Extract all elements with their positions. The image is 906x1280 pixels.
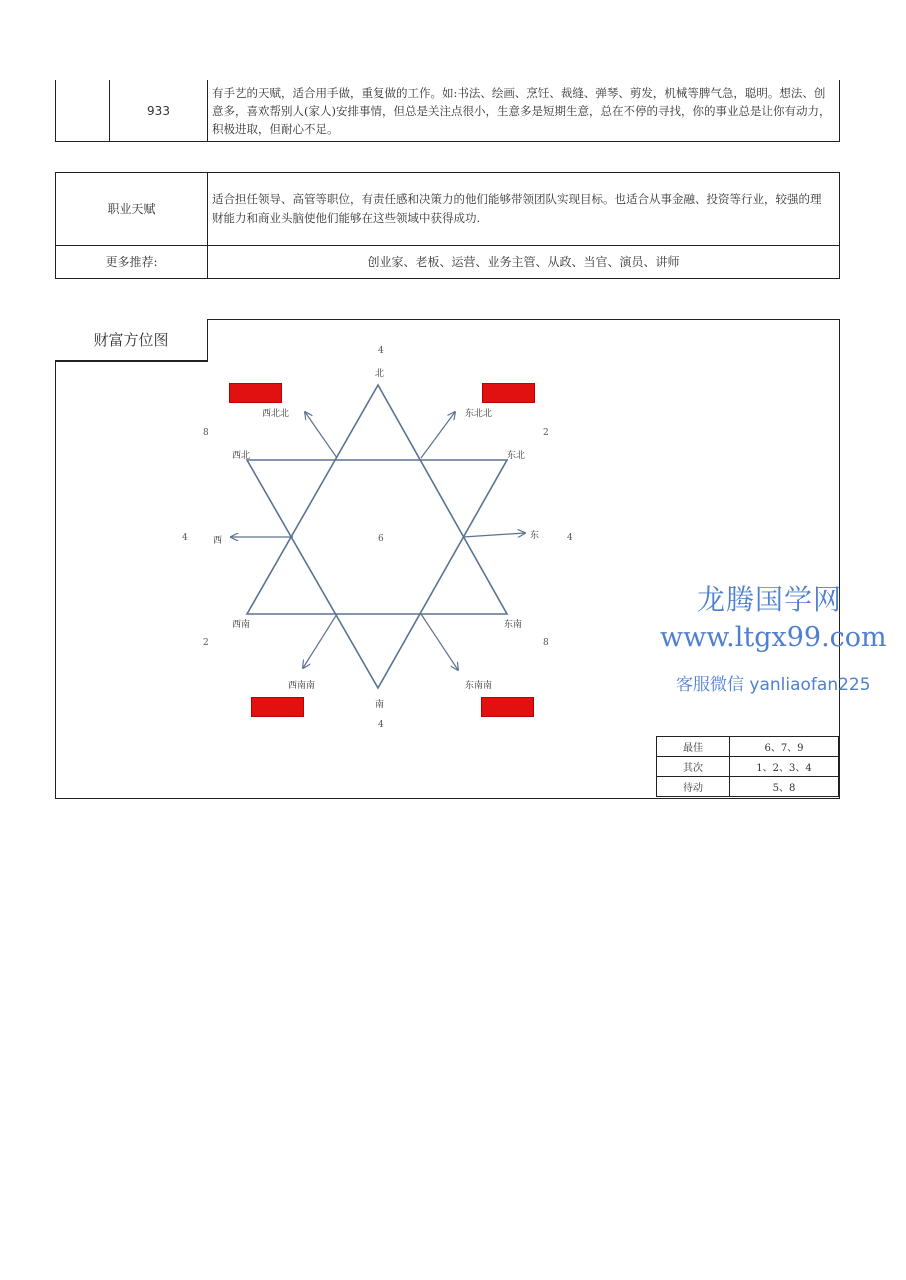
num-nw: 8 (203, 428, 209, 438)
legend-row (657, 737, 839, 757)
num-center: 6 (378, 534, 384, 544)
watermark-wechat: 客服微信 yanliaofan225 (676, 675, 871, 695)
dir-east: 东 (530, 531, 540, 541)
wealth-chart-title: 财富方位图 (93, 331, 169, 349)
red-marker-sw (251, 697, 304, 717)
dir-south: 南 (375, 700, 385, 710)
dir-northwest: 西北 (232, 451, 251, 461)
red-marker-se (481, 697, 534, 717)
legend-value: 1、2、3、4 (730, 757, 839, 777)
legend-value: 5、8 (730, 777, 839, 797)
wealth-chart-title-box (55, 319, 208, 361)
legend-label: 待动 (657, 777, 730, 797)
dir-nne: 东北北 (465, 409, 493, 419)
num-ne: 2 (543, 428, 549, 438)
dir-southeast: 东南 (504, 620, 523, 630)
more-recommend-label: 更多推荐: (105, 254, 158, 269)
red-marker-ne (482, 383, 535, 403)
talent-description: 有手艺的天赋，适合用手做，重复做的工作。如:书法、绘画、烹饪、裁缝、弹琴、剪发，机械等脾气急，聪明。想法、创意多，喜欢帮别人(家人)安排事情，但总是关注点很小，生意多是短期生意，总在不停的寻找，你的事业总是让你有动力，积极进取，但耐心不足。 (212, 86, 831, 136)
dir-nnw: 西北北 (262, 409, 290, 419)
talent-number: 933 (147, 103, 170, 118)
dir-north: 北 (375, 369, 385, 379)
dir-sse: 东南南 (465, 681, 493, 691)
career-label: 职业天赋 (107, 201, 156, 216)
num-se: 8 (543, 638, 549, 648)
wealth-chart-panel (55, 319, 843, 799)
num-south: 4 (378, 720, 384, 730)
legend-value: 6、7、9 (730, 737, 839, 757)
legend-label: 最佳 (657, 737, 730, 757)
num-sw: 2 (203, 638, 209, 648)
num-north: 4 (378, 346, 384, 356)
wealth-legend (656, 736, 839, 798)
legend-row (657, 757, 839, 777)
red-marker-nw (229, 383, 282, 403)
dir-ssw: 西南南 (288, 681, 316, 691)
watermark-site-name: 龙腾国学网 (697, 583, 843, 616)
watermark-url: www.ltgx99.com (660, 622, 887, 653)
dir-northeast: 东北 (507, 451, 526, 461)
legend-row (657, 777, 839, 797)
num-west: 4 (182, 533, 188, 543)
dir-southwest: 西南 (232, 620, 251, 630)
num-east: 4 (567, 533, 573, 543)
legend-label: 其次 (657, 757, 730, 777)
more-recommend-value: 创业家、老板、运营、业务主管、从政、当官、演员、讲师 (367, 254, 680, 269)
career-description: 适合担任领导、高管等职位，有责任感和决策力的他们能够带领团队实现目标。也适合从事金融、投资等行业，较强的理财能力和商业头脑使他们能够在这些领域中获得成功. (212, 192, 822, 225)
dir-west: 西 (213, 536, 223, 546)
